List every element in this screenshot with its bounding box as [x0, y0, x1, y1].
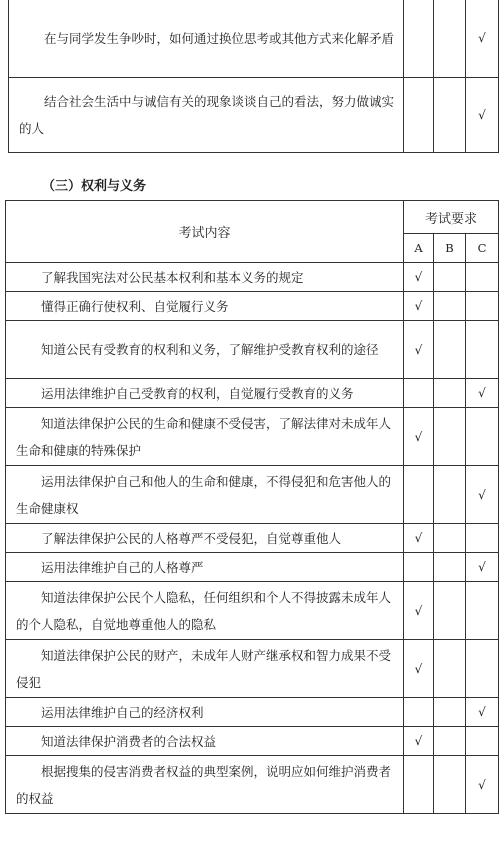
- table-row: [6, 727, 499, 756]
- mark-c-cell: [466, 408, 499, 466]
- mark-a-cell: √: [404, 727, 434, 756]
- mark-c-cell: √: [466, 698, 499, 727]
- mark-a-cell: [404, 553, 434, 582]
- mark-c-cell: √: [466, 0, 499, 78]
- content-cell: 在与同学发生争吵时，如何通过换位思考或其他方式来化解矛盾: [9, 0, 404, 78]
- content-cell: 知道法律保护公民的财产，未成年人财产继承权和智力成果不受侵犯: [6, 640, 404, 698]
- mark-b-cell: [434, 698, 466, 727]
- content-cell: 根据搜集的侵害消费者权益的典型案例，说明应如何维护消费者的权益: [6, 756, 404, 814]
- header-row: [6, 201, 499, 234]
- mark-a-cell: √: [404, 640, 434, 698]
- table-row: [6, 408, 499, 466]
- rights-duties-table: [5, 200, 499, 814]
- section-title: （三）权利与义务: [42, 179, 147, 194]
- content-cell: 运用法律保护自己和他人的生命和健康，不得侵犯和危害他人的生命健康权: [6, 466, 404, 524]
- table-row: [6, 756, 499, 814]
- content-cell: 结合社会生活中与诚信有关的现象谈谈自己的看法，努力做诚实的人: [9, 78, 404, 153]
- content-cell: 了解法律保护公民的人格尊严不受侵犯，自觉尊重他人: [6, 524, 404, 553]
- header-col-b: B: [434, 234, 466, 263]
- table-row: [6, 321, 499, 379]
- mark-a-cell: √: [404, 582, 434, 640]
- table-row: [6, 292, 499, 321]
- mark-a-cell: √: [404, 524, 434, 553]
- table-row: [6, 553, 499, 582]
- mark-c-cell: √: [466, 553, 499, 582]
- header-col-c: C: [466, 234, 499, 263]
- table-row: [9, 78, 499, 153]
- content-cell: 知道法律保护公民个人隐私，任何组织和个人不得披露未成年人的个人隐私，自觉地尊重他人的隐私: [6, 582, 404, 640]
- mark-c-cell: √: [466, 379, 499, 408]
- mark-b-cell: [434, 292, 466, 321]
- table-row: [6, 582, 499, 640]
- mark-c-cell: √: [466, 78, 499, 153]
- table-row: [6, 379, 499, 408]
- mark-b-cell: [434, 321, 466, 379]
- mark-a-cell: √: [404, 321, 434, 379]
- mark-a-cell: [404, 0, 434, 78]
- mark-c-cell: [466, 263, 499, 292]
- table-row: [6, 524, 499, 553]
- content-cell: 知道法律保护消费者的合法权益: [6, 727, 404, 756]
- mark-b-cell: [434, 379, 466, 408]
- mark-a-cell: [404, 379, 434, 408]
- mark-c-cell: [466, 321, 499, 379]
- mark-a-cell: [404, 466, 434, 524]
- mark-a-cell: √: [404, 408, 434, 466]
- content-cell: 运用法律维护自己的经济权利: [6, 698, 404, 727]
- mark-c-cell: √: [466, 466, 499, 524]
- mark-b-cell: [434, 524, 466, 553]
- mark-b-cell: [434, 408, 466, 466]
- mark-c-cell: [466, 524, 499, 553]
- content-cell: 懂得正确行使权利、自觉履行义务: [6, 292, 404, 321]
- mark-a-cell: [404, 78, 434, 153]
- table-row: [6, 698, 499, 727]
- mark-c-cell: [466, 582, 499, 640]
- content-cell: 运用法律维护自己的人格尊严: [6, 553, 404, 582]
- mark-c-cell: √: [466, 756, 499, 814]
- mark-b-cell: [434, 582, 466, 640]
- mark-b-cell: [434, 640, 466, 698]
- mark-c-cell: [466, 727, 499, 756]
- mark-c-cell: [466, 640, 499, 698]
- table-row: [9, 0, 499, 78]
- content-cell: 知道公民有受教育的权利和义务，了解维护受教育权利的途径: [6, 321, 404, 379]
- mark-b-cell: [434, 727, 466, 756]
- header-content-cell: 考试内容: [6, 201, 404, 263]
- mark-b-cell: [434, 756, 466, 814]
- header-requirement-cell: 考试要求: [404, 201, 499, 234]
- mark-a-cell: [404, 756, 434, 814]
- mark-b-cell: [434, 553, 466, 582]
- mark-a-cell: √: [404, 263, 434, 292]
- content-cell: 运用法律维护自己受教育的权利，自觉履行受教育的义务: [6, 379, 404, 408]
- table-row: [6, 466, 499, 524]
- mark-b-cell: [434, 0, 466, 78]
- mark-b-cell: [434, 466, 466, 524]
- content-cell: 知道法律保护公民的生命和健康不受侵害，了解法律对未成年人生命和健康的特殊保护: [6, 408, 404, 466]
- table-row: [6, 263, 499, 292]
- mark-b-cell: [434, 263, 466, 292]
- upper-requirements-table: [8, 0, 499, 153]
- content-cell: 了解我国宪法对公民基本权利和基本义务的规定: [6, 263, 404, 292]
- mark-a-cell: √: [404, 292, 434, 321]
- mark-a-cell: [404, 698, 434, 727]
- mark-c-cell: [466, 292, 499, 321]
- mark-b-cell: [434, 78, 466, 153]
- table-row: [6, 640, 499, 698]
- header-col-a: A: [404, 234, 434, 263]
